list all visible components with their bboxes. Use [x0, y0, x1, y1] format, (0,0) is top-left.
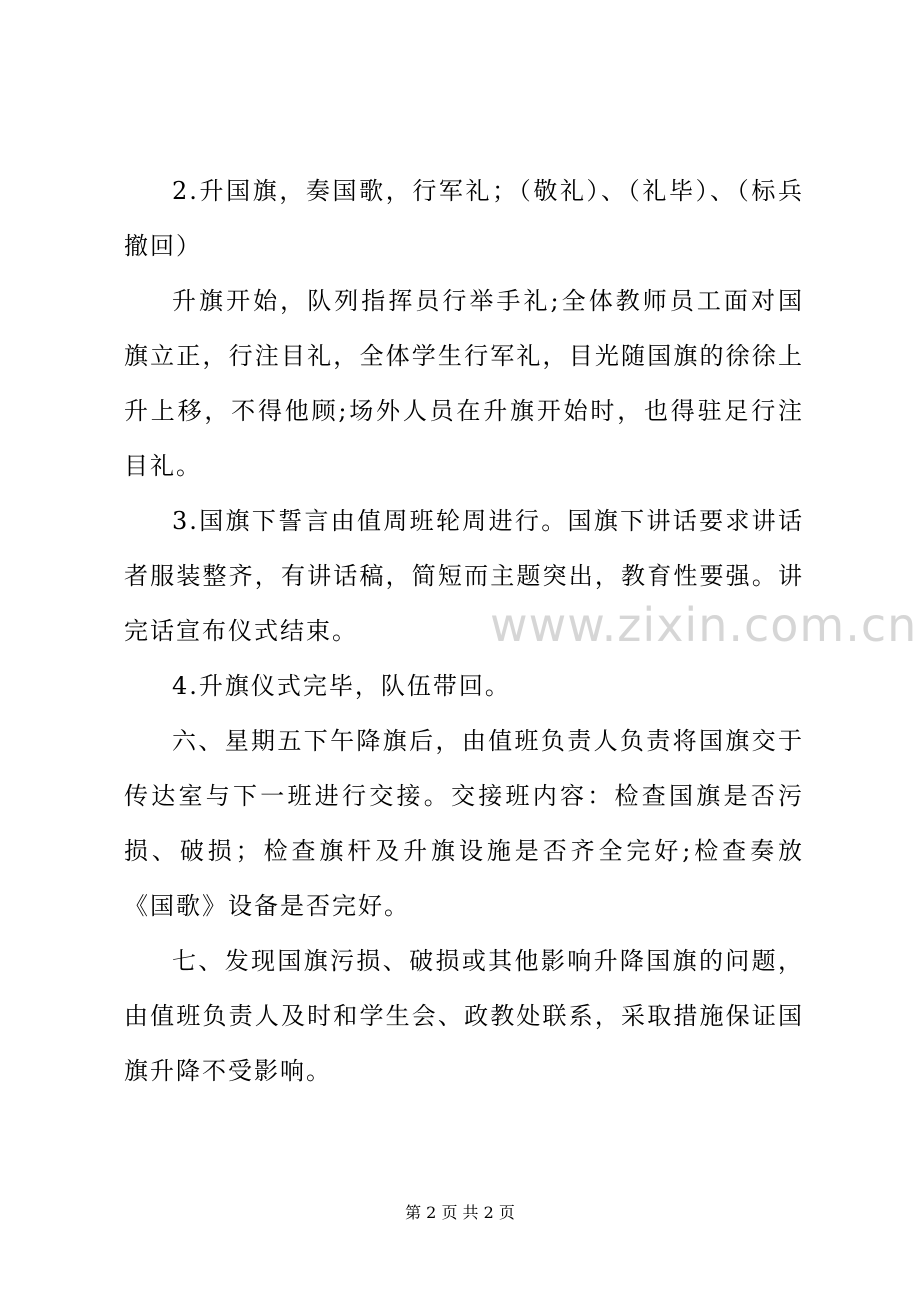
document-body: [124, 164, 804, 1099]
paragraph-flag-raising-etiquette: 升旗开始，队列指挥员行举手礼;全体教师员工面对国旗立正，行注目礼，全体学生行军礼，目光随国旗的徐徐上升上移，不得他顾;场外人员在升旗开始时，也得驻足行注目礼。: [124, 287, 804, 480]
watermark: www.zixin.com.cn: [490, 598, 918, 652]
page-number-footer: 第 2 页 共 2 页: [405, 1203, 515, 1222]
paragraph-section-seven: 七、发现国旗污损、破损或其他影响升降国旗的问题，由值班负责人及时和学生会、政教处联系，采取措施保证国旗升降不受影响。: [124, 947, 804, 1085]
paragraph-flag-speech: 3.国旗下誓言由值周班轮周进行。国旗下讲话要求讲话者服装整齐，有讲话稿，简短而主题突出，教育性要强。讲完话宣布仪式结束。: [124, 507, 804, 645]
paragraph-flag-raising-step: 2.升国旗，奏国歌，行军礼；（敬礼）、（礼毕）、（标兵撤回）: [124, 177, 804, 260]
paragraph-section-six: 六、星期五下午降旗后，由值班负责人负责将国旗交于传达室与下一班进行交接。交接班内容：检查国旗是否污损、破损；检查旗杆及升旗设施是否齐全完好;检查奏放《国歌》设备是否完好。: [124, 727, 804, 920]
paragraph-ceremony-end: 4.升旗仪式完毕，队伍带回。: [172, 672, 511, 700]
